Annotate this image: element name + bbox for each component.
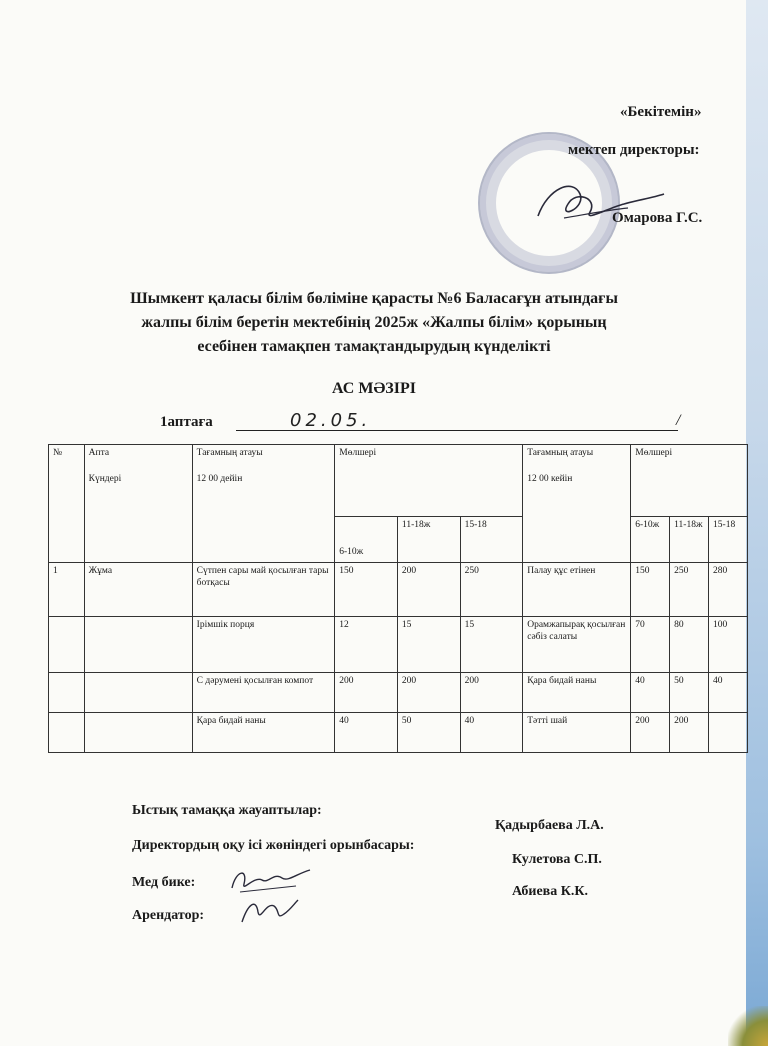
approve-label: «Бекітемін» — [620, 104, 702, 120]
header-dish-after-line2: 12 00 кейін — [527, 473, 573, 484]
row-no: 1 — [49, 563, 85, 617]
row-dish-after: Тәтті шай — [523, 713, 631, 753]
row-qty: 40 — [335, 713, 398, 753]
table-row — [49, 617, 748, 673]
row-dish-after: Палау құс етінен — [523, 563, 631, 617]
document-title-line-3: есебінен тамақпен тамақтандырудың күнделікті — [197, 338, 551, 355]
row-qty: 100 — [709, 617, 748, 673]
row-qty: 200 — [631, 713, 670, 753]
row-qty: 200 — [335, 673, 398, 713]
nurse-signature — [226, 862, 316, 898]
header-dish-before-line1: Тағамның атауы — [196, 448, 263, 458]
header-age-15-18-after: 15-18 — [709, 517, 748, 563]
row-qty: 12 — [335, 617, 398, 673]
background-edge — [746, 0, 768, 1046]
row-qty: 250 — [460, 563, 523, 617]
responsible-name-3: Абиева К.К. — [512, 884, 589, 899]
week-date: 02.05. — [290, 410, 372, 431]
responsible-name-2: Кулетова С.П. — [512, 852, 602, 867]
row-dish-after: Орамжапырақ қосылған сәбіз салаты — [523, 617, 631, 673]
week-slash: / — [676, 412, 681, 429]
document-title-line-2: жалпы білім беретін мектебінің 2025ж «Жалпы білім» қорының — [141, 314, 607, 331]
background-corner — [728, 1006, 768, 1046]
row-dish-before: С дәрумені қосылған компот — [192, 673, 335, 713]
hot-food-label: Ыстық тамаққа жауаптылар: — [132, 803, 322, 818]
row-day — [84, 617, 192, 673]
header-dish-before-line2: 12 00 дейін — [196, 473, 243, 484]
row-qty: 200 — [670, 713, 709, 753]
row-qty: 250 — [670, 563, 709, 617]
director-name: Омарова Г.С. — [612, 210, 703, 226]
row-dish-before: Ірімшік порця — [192, 617, 335, 673]
menu-table — [48, 444, 748, 753]
row-qty: 80 — [670, 617, 709, 673]
row-qty: 15 — [460, 617, 523, 673]
header-age-6-10: 6-10ж — [335, 517, 398, 563]
table-row — [49, 673, 748, 713]
row-qty: 50 — [670, 673, 709, 713]
row-qty: 280 — [709, 563, 748, 617]
header-dish-after-line1: Тағамның атауы — [527, 448, 594, 458]
row-qty: 15 — [397, 617, 460, 673]
row-qty: 40 — [709, 673, 748, 713]
row-dish-after: Қара бидай наны — [523, 673, 631, 713]
header-dish-after — [523, 445, 631, 563]
header-age-15-18: 15-18 — [460, 517, 523, 563]
header-qty-2: Мөлшері — [631, 445, 748, 517]
row-no — [49, 673, 85, 713]
row-day: Жұма — [84, 563, 192, 617]
header-age-6-10-after: 6-10ж — [631, 517, 670, 563]
menu-heading: АС МӘЗІРІ — [332, 380, 416, 397]
header-day — [84, 445, 192, 563]
responsible-name-1: Қадырбаева Л.А. — [495, 818, 604, 833]
row-qty: 40 — [631, 673, 670, 713]
deputy-label: Директордың оқу ісі жөніндегі орынбасары: — [132, 838, 415, 853]
tenant-label: Арендатор: — [132, 908, 205, 923]
row-qty: 70 — [631, 617, 670, 673]
row-qty: 50 — [397, 713, 460, 753]
row-no — [49, 713, 85, 753]
header-qty-1: Мөлшері — [335, 445, 523, 517]
header-no: № — [49, 445, 85, 563]
week-label: 1аптаға — [160, 414, 213, 430]
row-qty: 150 — [631, 563, 670, 617]
table-header-row — [49, 445, 748, 517]
header-age-11-18-after: 11-18ж — [670, 517, 709, 563]
row-no — [49, 617, 85, 673]
director-signature — [528, 168, 668, 238]
director-title: мектеп директоры: — [568, 142, 700, 158]
row-qty: 150 — [335, 563, 398, 617]
row-qty: 200 — [397, 673, 460, 713]
tenant-signature — [236, 894, 300, 928]
header-age-11-18: 11-18ж — [397, 517, 460, 563]
table-row — [49, 713, 748, 753]
row-qty: 40 — [460, 713, 523, 753]
row-qty: 200 — [460, 673, 523, 713]
header-dish-before — [192, 445, 335, 563]
row-day — [84, 673, 192, 713]
nurse-label: Мед бике: — [132, 875, 196, 890]
document-title-line-1: Шымкент қаласы білім бөліміне қарасты №6 Баласағұн атындағы — [130, 290, 618, 307]
row-dish-before: Сүтпен сары май қосылған тары ботқасы — [192, 563, 335, 617]
table-row — [49, 563, 748, 617]
header-day-line1: Апта — [88, 448, 110, 458]
header-day-line2: Күндері — [88, 473, 122, 484]
row-qty — [709, 713, 748, 753]
row-qty: 200 — [397, 563, 460, 617]
row-dish-before: Қара бидай наны — [192, 713, 335, 753]
row-day — [84, 713, 192, 753]
